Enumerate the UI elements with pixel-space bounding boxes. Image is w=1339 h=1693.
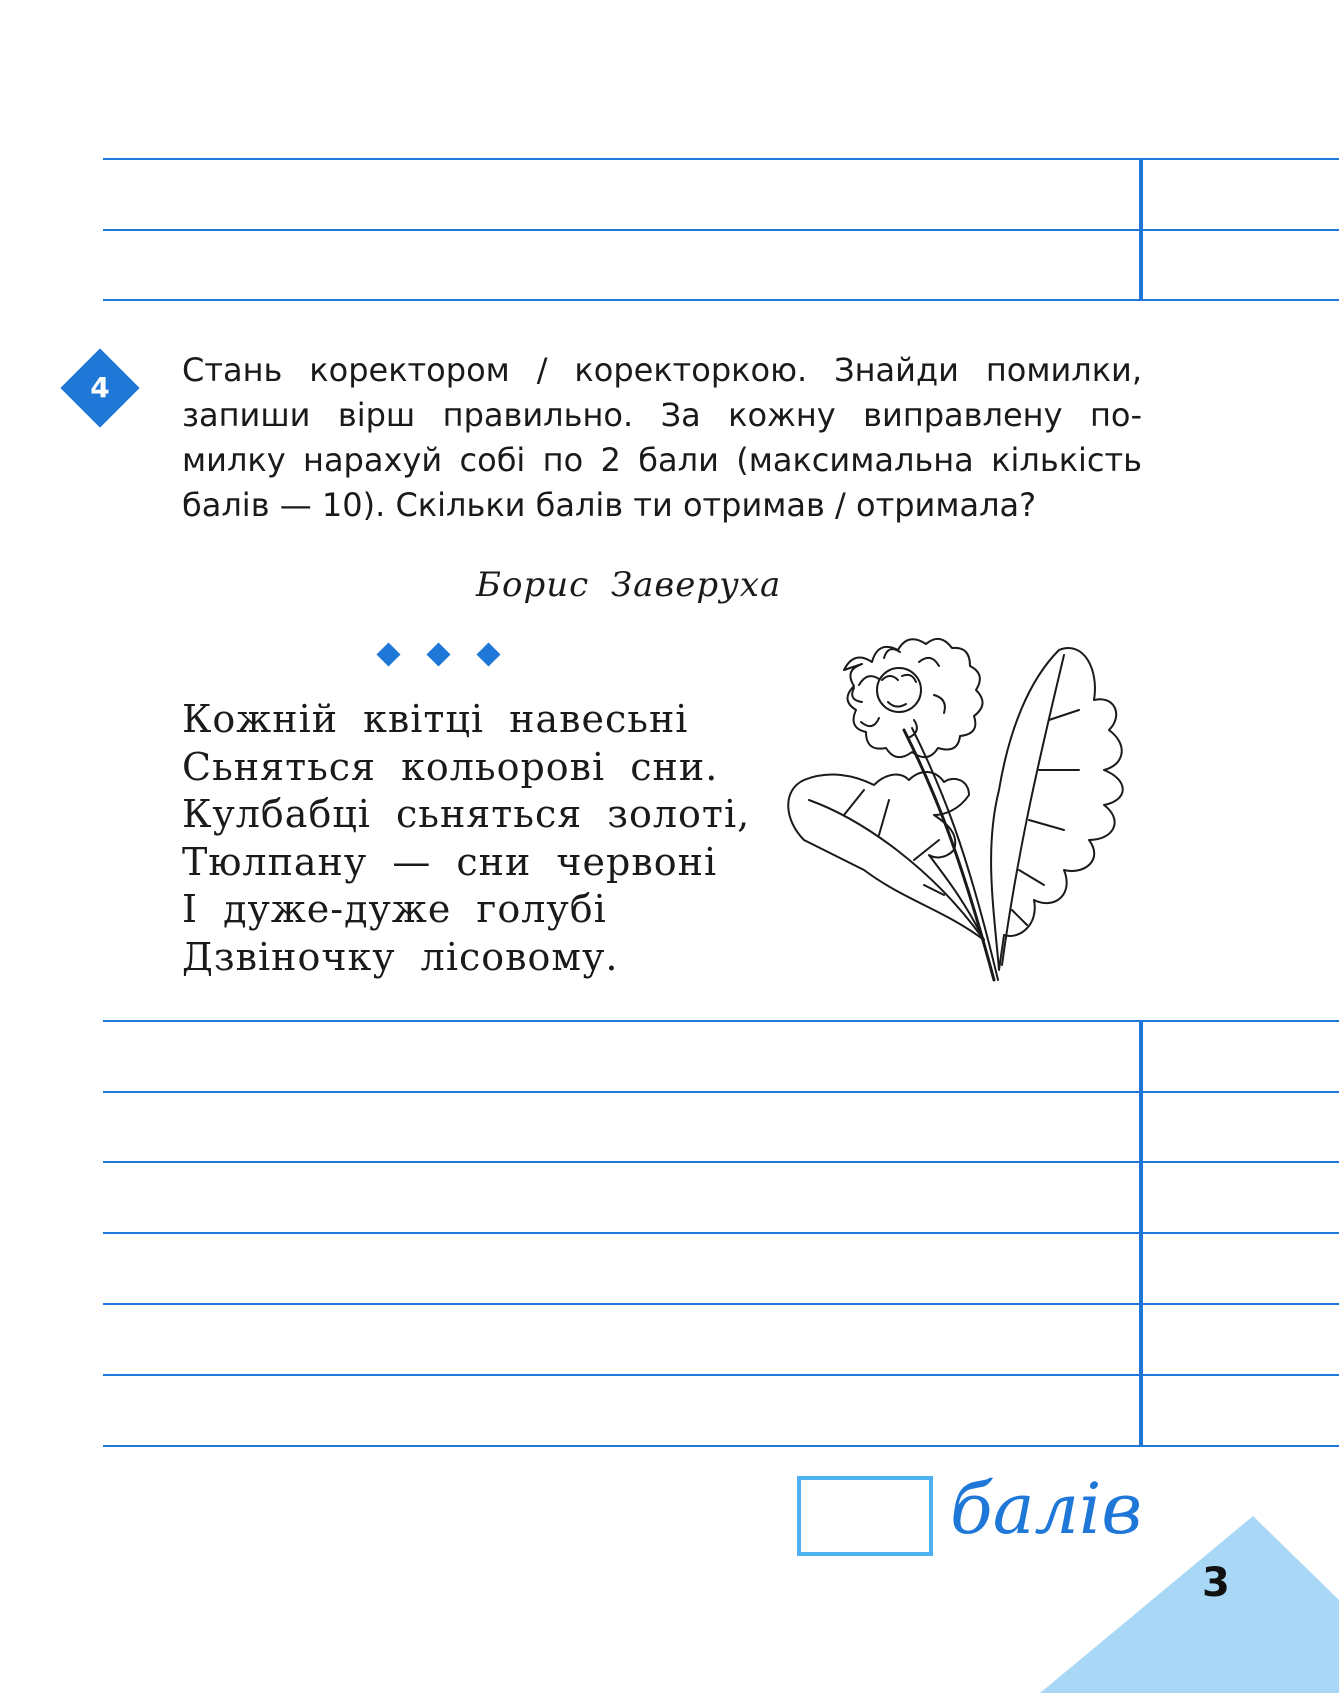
poem-author: Борис Заверуха [476, 565, 782, 605]
poem-line: Кулбабці сьняться золоті, [182, 792, 751, 836]
ruled-line [103, 1020, 1339, 1022]
dandelion-illustration [784, 610, 1174, 990]
poem-line: Дзвіночку лісовому. [182, 934, 619, 979]
ruled-line [103, 1303, 1339, 1305]
task-line: милку нарахуй собі по 2 бали (максимальна кількість [182, 441, 1142, 479]
poem-text [182, 696, 750, 981]
diamond-icon [476, 642, 500, 666]
ruled-line [103, 229, 1339, 231]
score-input-box[interactable] [797, 1476, 933, 1556]
poem-line: Сьняться кольорові сни. [182, 744, 719, 789]
margin-line [1139, 1021, 1143, 1446]
ruled-line [103, 1091, 1339, 1093]
ruled-line [103, 1232, 1339, 1234]
diamond-icon [376, 642, 400, 666]
ruled-line [103, 299, 1339, 301]
score-label: балів [950, 1468, 1143, 1550]
diamond-icon [426, 642, 450, 666]
ruled-line [103, 1445, 1339, 1447]
task-number: 4 [90, 371, 110, 404]
task-line: запиши вірш правильно. За кожну виправлену по- [182, 396, 1142, 434]
task-line: балів — 10). Скільки балів ти отримав / отримала? [182, 486, 1037, 524]
ruled-line [103, 1161, 1339, 1163]
ruled-line [103, 1374, 1339, 1376]
margin-line [1139, 160, 1143, 300]
poem-line: Тюлпану — сни червоні [182, 839, 718, 884]
page-corner-triangle [1040, 1516, 1339, 1693]
ruled-line [103, 158, 1339, 160]
task-line: Стань коректором / коректоркою. Знайди помилки, [182, 351, 1142, 389]
task-instructions [182, 348, 1142, 528]
poem-line: Кожній квітці навесьні [182, 697, 689, 741]
poem-line: І дуже-дуже голубі [182, 887, 607, 931]
page-number: 3 [1202, 1560, 1230, 1606]
